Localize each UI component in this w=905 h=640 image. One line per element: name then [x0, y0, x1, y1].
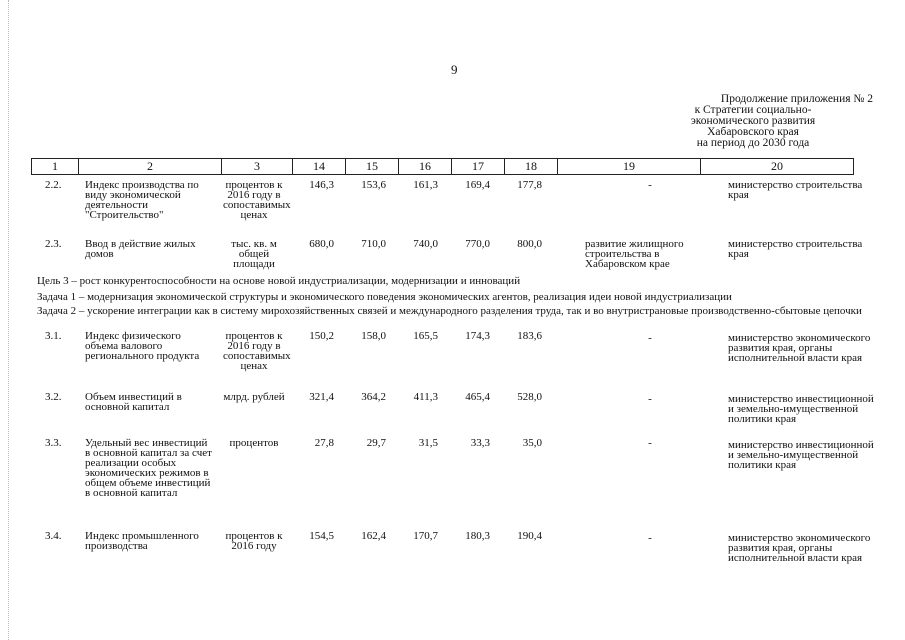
value-14: 154,5	[309, 530, 334, 542]
col-header-15: 15	[346, 159, 399, 175]
indicator-name: Индекс производства по виду экономической деятельности "Строительство"	[85, 179, 199, 221]
program-column: -	[648, 532, 652, 544]
value-17: 169,4	[465, 179, 490, 191]
value-16: 161,3	[413, 179, 438, 191]
header-line-3: экономического развития	[690, 115, 816, 127]
value-15: 158,0	[361, 330, 386, 342]
program-column: -	[648, 437, 652, 449]
unit: тыс. кв. м общей площади	[231, 238, 277, 270]
responsible-column: министерство экономического развития края, органы исполнительной власти края	[728, 332, 871, 364]
header-line-1: Продолжение приложения № 2	[720, 93, 873, 105]
responsible-column: министерство инвестиционной и земельно-имущественной политики края	[728, 439, 874, 471]
indicator-name: Ввод в действие жилых домов	[85, 238, 196, 260]
value-16: 165,5	[413, 330, 438, 342]
header-line-5: на период до 2030 года	[696, 137, 810, 149]
col-header-18: 18	[505, 159, 558, 175]
value-18: 177,8	[517, 179, 542, 191]
indicator-name: Удельный вес инвестиций в основной капитал за счет реализации особых экономических режимов в общем объеме инвестиций в основной капитал	[85, 437, 212, 499]
value-17: 770,0	[465, 238, 490, 250]
value-15: 29,7	[366, 437, 386, 449]
goal-3: Цель 3 – рост конкурентоспособности на основе новой индустриализации, модернизации и инноваций	[37, 275, 521, 287]
row-number: 3.1.	[45, 330, 62, 342]
task-2: Задача 2 – ускорение интеграции как в систему мирохозяйственных связей и международного разделения труда, так и во внутристрановые производственно-сбытовые цепочки	[37, 305, 862, 317]
responsible-column: министерство строительства края	[728, 179, 863, 201]
col-header-17: 17	[452, 159, 505, 175]
program-column: -	[648, 332, 652, 344]
value-14: 680,0	[309, 238, 334, 250]
value-14: 146,3	[309, 179, 334, 191]
value-14: 27,8	[314, 437, 334, 449]
page-number: 9	[451, 62, 458, 77]
responsible-column: министерство экономического развития края, органы исполнительной власти края	[728, 532, 871, 564]
value-17: 180,3	[465, 530, 490, 542]
value-15: 364,2	[361, 391, 386, 403]
value-16: 170,7	[413, 530, 438, 542]
unit: процентов к 2016 году в сопоставимых ценах	[223, 179, 291, 221]
unit: процентов к 2016 году	[225, 530, 283, 552]
unit: процентов к 2016 году в сопоставимых ценах	[223, 330, 291, 372]
column-header-row	[31, 158, 854, 175]
row-number: 3.2.	[45, 391, 62, 403]
value-16: 31,5	[418, 437, 438, 449]
indicator-name: Объем инвестиций в основной капитал	[85, 391, 182, 413]
unit: процентов	[229, 437, 279, 449]
header-line-2: к Стратегии социально-	[694, 104, 812, 116]
program-column: развитие жилищного строительства в Хабаровском крае	[585, 238, 684, 270]
unit: млрд. рублей	[223, 391, 285, 403]
col-header-1: 1	[32, 159, 79, 175]
row-number: 3.3.	[45, 437, 62, 449]
value-17: 465,4	[465, 391, 490, 403]
value-18: 35,0	[522, 437, 542, 449]
row-number: 2.3.	[45, 238, 62, 250]
value-17: 33,3	[470, 437, 490, 449]
value-18: 190,4	[517, 530, 542, 542]
scan-edge	[8, 0, 9, 640]
row-number: 3.4.	[45, 530, 62, 542]
value-16: 411,3	[413, 391, 438, 403]
value-18: 800,0	[517, 238, 542, 250]
col-header-14: 14	[293, 159, 346, 175]
row-number: 2.2.	[45, 179, 62, 191]
indicator-name: Индекс физического объема валового регионального продукта	[85, 330, 200, 362]
value-16: 740,0	[413, 238, 438, 250]
col-header-16: 16	[399, 159, 452, 175]
value-14: 321,4	[309, 391, 334, 403]
col-header-3: 3	[222, 159, 293, 175]
col-header-19: 19	[558, 159, 701, 175]
value-15: 153,6	[361, 179, 386, 191]
value-17: 174,3	[465, 330, 490, 342]
program-column: -	[648, 393, 652, 405]
appendix-header	[633, 94, 873, 149]
value-14: 150,2	[309, 330, 334, 342]
value-18: 528,0	[517, 391, 542, 403]
indicator-name: Индекс промышленного производства	[85, 530, 199, 552]
value-15: 710,0	[361, 238, 386, 250]
value-18: 183,6	[517, 330, 542, 342]
responsible-column: министерство строительства края	[728, 238, 863, 260]
col-header-2: 2	[79, 159, 222, 175]
col-header-20: 20	[701, 159, 854, 175]
responsible-column: министерство инвестиционной и земельно-имущественной политики края	[728, 393, 874, 425]
task-1: Задача 1 – модернизация экономической структуры и экономического поведения экономических агентов, реализация идеи новой индустриализации	[37, 291, 732, 303]
program-column: -	[648, 179, 652, 191]
value-15: 162,4	[361, 530, 386, 542]
header-line-4: Хабаровского края	[707, 126, 799, 138]
